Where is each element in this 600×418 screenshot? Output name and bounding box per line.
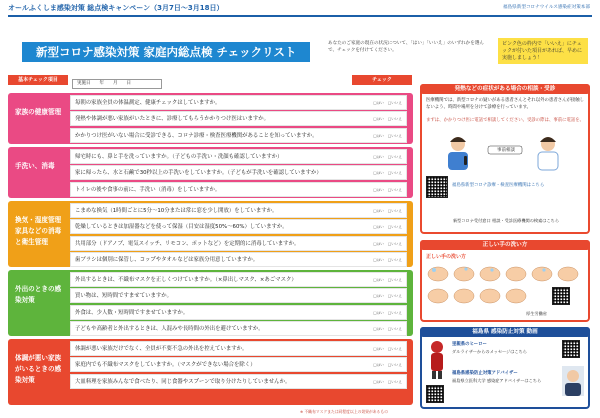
- section-health-label: 家族の健康管理: [15, 108, 62, 116]
- checkbox-icon: □: [373, 187, 377, 192]
- yes-label: はい: [376, 294, 384, 298]
- no-label: いいえ: [391, 225, 402, 229]
- checkbox-icon: □: [387, 277, 392, 282]
- yes-checkbox[interactable]: [373, 188, 384, 192]
- no-checkbox[interactable]: [388, 209, 402, 213]
- checkbox-icon: □: [373, 327, 377, 331]
- checklist-item-text: 外出するときは、不織布マスクを正しくつけていますか。（×鼻出しマスク、×あごマスク）: [75, 276, 297, 283]
- checklist-item: [70, 219, 407, 234]
- yes-checkbox[interactable]: [373, 155, 384, 159]
- no-label: いいえ: [391, 154, 402, 159]
- yes-no-checkboxes: [373, 375, 402, 389]
- checklist-item: [70, 128, 407, 143]
- checkbox-icon: □: [373, 241, 377, 246]
- handwash-title: 正しい手の洗い方: [420, 240, 590, 250]
- no-checkbox[interactable]: [388, 188, 402, 192]
- no-label: いいえ: [391, 346, 402, 351]
- checklist-item: [70, 182, 407, 197]
- hero-character-icon: [426, 340, 448, 380]
- checklist-item-text: 歯ブラシは個別に保管し、コップやタオルなどは家族分用意していますか。: [75, 257, 259, 263]
- no-label: いいえ: [391, 171, 402, 175]
- yes-checkbox[interactable]: [373, 380, 384, 384]
- no-checkbox[interactable]: [388, 380, 402, 384]
- no-label: いいえ: [391, 327, 402, 331]
- yes-label: はい: [376, 208, 384, 213]
- no-label: いいえ: [391, 294, 402, 298]
- yes-label: はい: [376, 363, 384, 367]
- consult-bottom-text: 新型コロナ受付窓口 相談・受診医療機関の検索はこちら: [452, 218, 560, 223]
- checklist-item: [70, 203, 407, 218]
- no-checkbox[interactable]: [388, 278, 402, 282]
- yes-no-checkboxes: [373, 220, 402, 234]
- checklist-item-text: 子どもや高齢者と外出するときは、人混みや長時間の外出を避けていますか。: [75, 326, 264, 332]
- fukushima-text-4[interactable]: 福島県立医科大学 感染症アドバイザーはこちら: [452, 378, 542, 383]
- consult-title: 発熱などの症状がある場合の相談・受診: [420, 84, 590, 94]
- yes-no-checkboxes: [373, 358, 402, 372]
- yes-label: はい: [376, 327, 384, 331]
- checkbox-icon: □: [387, 100, 392, 105]
- column-header-items: 基本チェック項目: [8, 75, 68, 85]
- checklist-item-text: 毎朝の家族全員の体温測定、健康チェックはしていますか。: [75, 99, 221, 106]
- sticky-note: ピンク色の枠内で「いいえ」にチェックが付いた項目があれば、早めに実施しましょう！: [498, 38, 588, 64]
- handwash-subtitle: 正しい手の洗い方: [426, 254, 467, 260]
- checklist-item: [70, 305, 407, 320]
- fukushima-text-2[interactable]: ダルライザーからのメッセージはこちら: [452, 349, 527, 354]
- checklist-item-text: こまめな換気（1時間ごとに5分～10分または常に窓を少し開放）をしていますか。: [75, 207, 278, 214]
- yes-no-checkboxes: [373, 166, 402, 180]
- no-checkbox[interactable]: [388, 294, 402, 298]
- checklist-item: [70, 357, 407, 372]
- no-label: いいえ: [391, 310, 402, 315]
- consult-qr-code[interactable]: [426, 176, 448, 198]
- yes-label: はい: [376, 171, 384, 175]
- checklist-item-text: トイレの後や食事の前に、手洗い（消毒）をしていますか。: [75, 186, 221, 193]
- doctor-body-icon: [538, 152, 558, 170]
- checklist-item: [70, 341, 407, 356]
- no-checkbox[interactable]: [388, 327, 402, 331]
- page-title: 新型コロナ感染対策 家庭内総点検 チェックリスト: [22, 42, 310, 62]
- yes-checkbox[interactable]: [373, 327, 384, 331]
- no-label: いいえ: [391, 133, 402, 138]
- yes-checkbox[interactable]: [373, 258, 384, 262]
- no-label: いいえ: [391, 100, 402, 105]
- phone-icon: [464, 156, 467, 165]
- yes-label: はい: [376, 258, 384, 262]
- checklist-item-text: 体調が悪い家族だけでなく、全員が不要不急の外出を控えていますか。: [75, 345, 248, 352]
- checkbox-icon: □: [373, 363, 377, 367]
- no-checkbox[interactable]: [388, 363, 402, 367]
- yes-checkbox[interactable]: [373, 278, 384, 282]
- checkbox-icon: □: [387, 258, 392, 262]
- no-checkbox[interactable]: [388, 347, 402, 351]
- checkbox-icon: □: [373, 154, 377, 159]
- date-field[interactable]: 実施日 年 月 日: [72, 79, 162, 89]
- checklist-item: [70, 252, 407, 267]
- no-label: いいえ: [391, 363, 402, 367]
- yes-no-checkboxes: [373, 322, 402, 336]
- fukushima-qr-code-1[interactable]: [562, 340, 580, 358]
- no-checkbox[interactable]: [388, 225, 402, 229]
- yes-label: はい: [376, 100, 384, 105]
- yes-checkbox[interactable]: [373, 134, 384, 138]
- checkbox-icon: □: [387, 171, 392, 175]
- yes-no-checkboxes: [373, 112, 402, 126]
- checklist-item: [70, 374, 407, 389]
- checkbox-icon: □: [373, 310, 377, 315]
- checklist-item-text: 買い物は、短時間ですませていますか。: [75, 293, 173, 299]
- checklist-item-text: 大皿料理を家族みんなで食べたり、同じ食器やスプーンで取り分けたりしていませんか。: [75, 378, 291, 385]
- section-handwash-label: 手洗い、消毒: [15, 162, 55, 170]
- fukushima-qr-code-2[interactable]: [426, 385, 444, 403]
- checkbox-icon: □: [387, 133, 392, 138]
- yes-checkbox[interactable]: [373, 347, 384, 351]
- checkbox-icon: □: [387, 327, 392, 331]
- fukushima-text-3: 福島県感染防止対策アドバイザー: [452, 371, 518, 376]
- no-label: いいえ: [391, 277, 402, 282]
- checklist-item-text: 乾燥しているときは加湿器などを使って保湿（目安は湿度50%～60%）していますか。: [75, 224, 288, 230]
- yes-no-checkboxes: [373, 342, 402, 356]
- yes-label: はい: [376, 117, 384, 121]
- no-checkbox[interactable]: [388, 242, 402, 246]
- checklist-item: [70, 236, 407, 251]
- checkbox-icon: □: [373, 379, 377, 384]
- footnote: ※ 不織布マスクまたは同程度以上の効果があるもの: [300, 409, 388, 414]
- consult-link[interactable]: 福島県新型コロナ診療・検査医療機関はこちら: [452, 183, 545, 188]
- no-label: いいえ: [391, 379, 402, 384]
- yes-label: はい: [376, 133, 384, 138]
- yes-checkbox[interactable]: [373, 101, 384, 105]
- checklist-item-text: 発熱や体調が悪い家族がいたときに、診療してもらうかかりつけ医はいますか。: [75, 116, 270, 122]
- no-label: いいえ: [391, 241, 402, 246]
- yes-label: はい: [376, 379, 384, 384]
- checklist-item: [70, 111, 407, 126]
- yes-checkbox[interactable]: [373, 311, 384, 315]
- intro-text: あなたのご家庭の現在の状況について、「はい」「いいえ」のいずれかを選んで、チェックを付けてください。: [328, 41, 485, 53]
- section-ventilation-label: 換気・湿度管理 家具などの消毒と衛生管理: [15, 216, 62, 246]
- no-label: いいえ: [391, 258, 402, 262]
- yes-label: はい: [376, 225, 384, 229]
- checklist-item: [70, 95, 407, 110]
- yes-no-checkboxes: [373, 129, 402, 143]
- yes-no-checkboxes: [373, 183, 402, 197]
- yes-label: はい: [376, 241, 384, 246]
- yes-checkbox[interactable]: [373, 209, 384, 213]
- no-checkbox[interactable]: [388, 311, 402, 315]
- checkbox-icon: □: [387, 187, 392, 192]
- yes-no-checkboxes: [373, 273, 402, 287]
- header-divider: [8, 15, 592, 17]
- checkbox-icon: □: [373, 208, 377, 213]
- yes-checkbox[interactable]: [373, 171, 384, 175]
- organization-name: 福島県新型コロナウイルス感染症対策本部: [502, 5, 590, 10]
- yes-label: はい: [376, 310, 384, 315]
- yes-checkbox[interactable]: [373, 242, 384, 246]
- checklist-item-text: かかりつけ医がいない場合に受診できる、コロナ診療・検査医療機関があることを知っていますか。: [75, 132, 318, 139]
- checklist-item: [70, 165, 407, 180]
- checkbox-icon: □: [373, 117, 377, 121]
- yes-checkbox[interactable]: [373, 225, 384, 229]
- checkbox-icon: □: [373, 294, 377, 298]
- yes-no-checkboxes: [373, 237, 402, 251]
- checkbox-icon: □: [387, 379, 392, 384]
- no-checkbox[interactable]: [388, 134, 402, 138]
- no-checkbox[interactable]: [388, 258, 402, 262]
- checkbox-icon: □: [373, 346, 377, 351]
- yes-checkbox[interactable]: [373, 117, 384, 121]
- yes-no-checkboxes: [373, 204, 402, 218]
- checklist-item: [70, 149, 407, 164]
- checkbox-icon: □: [373, 100, 377, 105]
- consult-text: 医療機関では、新型コロナの疑いがある患者さんとそれ以外の患者さんが接触しないよう、時間や場所を分けて診療を行っています。: [426, 98, 585, 110]
- fukushima-text-1: 里親県のヒーロー: [452, 342, 487, 347]
- yes-no-checkboxes: [373, 96, 402, 110]
- checkbox-icon: □: [373, 258, 377, 262]
- no-checkbox[interactable]: [388, 171, 402, 175]
- no-checkbox[interactable]: [388, 101, 402, 105]
- yes-checkbox[interactable]: [373, 363, 384, 367]
- checklist-item: [70, 288, 407, 303]
- checkbox-icon: □: [387, 310, 392, 315]
- checklist-item: [70, 321, 407, 336]
- checkbox-icon: □: [387, 241, 392, 246]
- handwash-qr-code[interactable]: [552, 287, 570, 305]
- checkbox-icon: □: [373, 225, 377, 229]
- checkbox-icon: □: [373, 171, 377, 175]
- checkbox-icon: □: [373, 133, 377, 138]
- yes-label: はい: [376, 277, 384, 282]
- checklist-item-text: 家に帰ったら、水と石鹸で30秒以上の手洗いをしていますか。（子どもが手洗いを確認していますか）: [75, 170, 322, 176]
- checklist-item-text: 外食は、少人数・短時間ですませていますか。: [75, 309, 189, 316]
- checklist-item-text: 共用部分（ドアノブ、電気スイッチ、リモコン、ポットなど）を定期的に消毒していますか。: [75, 240, 300, 247]
- yes-label: はい: [376, 154, 384, 159]
- fukushima-title: 福島県 感染防止対策 動画: [420, 327, 590, 337]
- checkbox-icon: □: [387, 363, 392, 367]
- yes-no-checkboxes: [373, 289, 402, 303]
- checkbox-icon: □: [387, 294, 392, 298]
- no-checkbox[interactable]: [388, 155, 402, 159]
- no-label: いいえ: [391, 208, 402, 213]
- campaign-title: オールふくしま感染対策 総点検キャンペーン（3月7日～3月18日）: [8, 4, 224, 12]
- consult-phone-label: 事前相談: [497, 148, 515, 153]
- yes-label: はい: [376, 346, 384, 351]
- checkbox-icon: □: [387, 225, 392, 229]
- section-outing-label: 外出のときの感染対策: [15, 285, 62, 304]
- consult-text-2: まずは、かかりつけ医に電話で相談してください。受診の際は、事前に電話を。: [426, 118, 585, 123]
- checklist-item: [70, 272, 407, 287]
- checkbox-icon: □: [387, 117, 392, 121]
- checkbox-icon: □: [387, 208, 392, 213]
- yes-label: はい: [376, 187, 384, 192]
- no-label: いいえ: [391, 187, 402, 192]
- yes-checkbox[interactable]: [373, 294, 384, 298]
- yes-no-checkboxes: [373, 306, 402, 320]
- yes-no-checkboxes: [373, 150, 402, 164]
- handwash-caption: 厚生労働省: [526, 311, 547, 316]
- checklist-item-text: 家庭内でも不織布マスクをしていますか。（マスクができない場合を除く）: [75, 362, 256, 368]
- yes-no-checkboxes: [373, 253, 402, 267]
- no-checkbox[interactable]: [388, 117, 402, 121]
- checkbox-icon: □: [387, 154, 392, 159]
- checkbox-icon: □: [373, 277, 377, 282]
- checklist-item-text: 帰宅時にも、鼻と手を洗っていますか。（子どもの手洗い・洗顔も確認していますか）: [75, 153, 283, 160]
- column-header-check: チェック: [352, 75, 412, 85]
- checkbox-icon: □: [387, 346, 392, 351]
- advisor-portrait: [562, 366, 584, 396]
- no-label: いいえ: [391, 117, 402, 121]
- section-sick-label: 体調が悪い家族がいるときの感染対策: [15, 354, 62, 384]
